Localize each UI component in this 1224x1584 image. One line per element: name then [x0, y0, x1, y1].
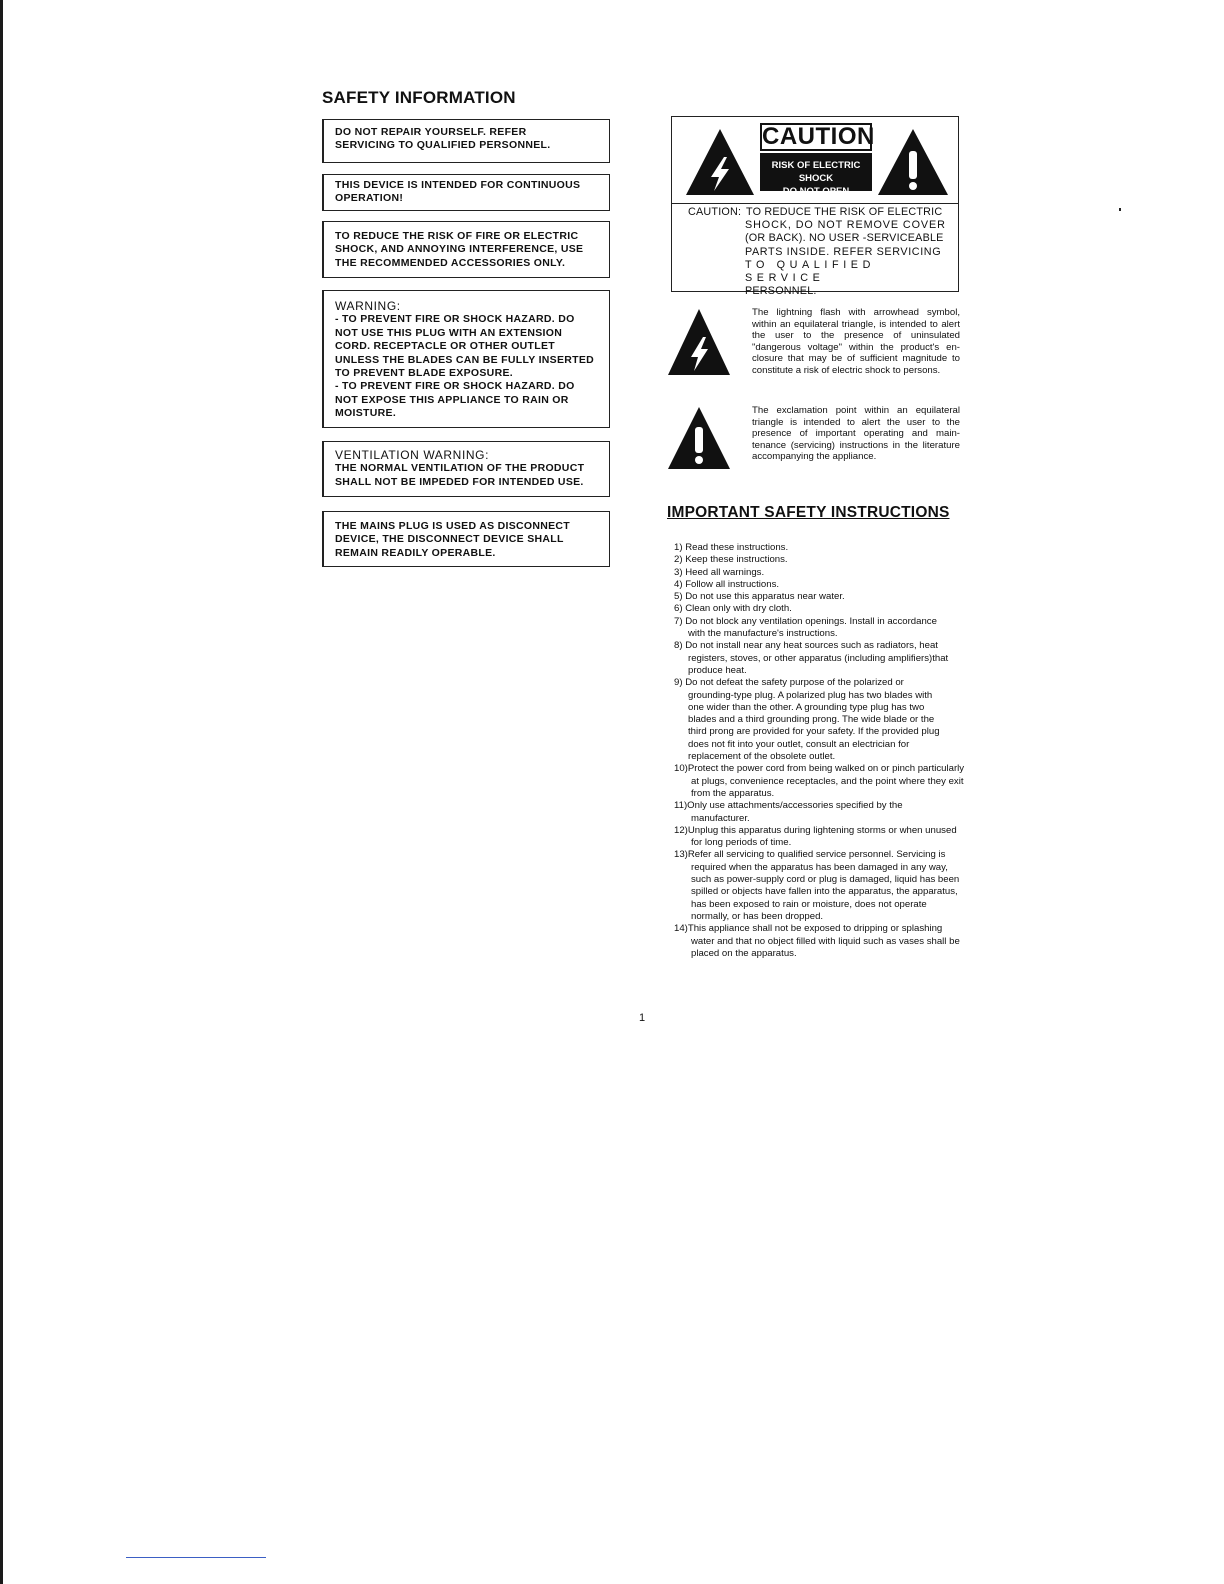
caution-label	[671, 116, 959, 298]
caution-line: PERSONNEL.	[745, 285, 817, 298]
warning-line: TO PREVENT BLADE EXPOSURE.	[335, 367, 513, 380]
warning-heading: WARNING:	[335, 299, 401, 313]
notice-accessories	[322, 221, 610, 278]
warning-line: MOISTURE.	[335, 407, 397, 420]
list-item: 2) Keep these instructions.	[674, 554, 788, 566]
lightning-warning-icon	[684, 127, 756, 197]
list-item: 14)This appliance shall not be exposed to dripping or splashing water and that no object filled with liquid such as vases shall be placed on the apparatus.	[674, 923, 960, 959]
exclamation-symbol-icon	[666, 405, 732, 471]
mains-plug-box	[322, 511, 610, 567]
list-item: 3) Heed all warnings.	[674, 566, 765, 578]
caution-word: CAUTION	[762, 123, 875, 150]
mains-line: REMAIN READILY OPERABLE.	[335, 546, 496, 559]
scan-edge	[0, 0, 3, 1584]
ventilation-line: SHALL NOT BE IMPEDED FOR INTENDED USE.	[335, 475, 584, 488]
list-item: 1) Read these instructions.	[674, 542, 789, 553]
list-item: 7) Do not block any ventilation openings. Install in accordance with the manufacture's instructions.	[674, 615, 937, 640]
warning-box	[322, 290, 610, 428]
notice-line: DO NOT REPAIR YOURSELF. REFER	[335, 126, 527, 138]
warning-line: NOT EXPOSE THIS APPLIANCE TO RAIN OR	[335, 393, 569, 406]
notice-line: SERVICING TO QUALIFIED PERSONNEL.	[335, 139, 551, 152]
list-item: 11)Only use attachments/accessories specified by the manufacturer.	[674, 800, 903, 824]
mains-line: THE MAINS PLUG IS USED AS DISCONNECT	[335, 520, 571, 532]
exclamation-warning-icon	[876, 127, 950, 197]
caution-band-line: RISK OF ELECTRIC SHOCK	[771, 160, 861, 184]
caution-lead: CAUTION:	[688, 206, 742, 218]
bottom-rule	[126, 1557, 266, 1558]
ventilation-line: THE NORMAL VENTILATION OF THE PRODUCT	[335, 462, 585, 475]
caution-band	[760, 153, 872, 197]
list-item: 9) Do not defeat the safety purpose of the polarized or grounding-type plug. A polarized plug has two blades with one wider than the other. A grounding type plug has two blades and a third grounding prong. The wide blade or the third prong are provided for your safety. If the provided plug does not fit into your outlet, consult an electrician for replacement of the obsolete outlet.	[674, 677, 940, 763]
instructions-list	[674, 542, 964, 960]
notice-repair	[322, 119, 610, 163]
notice-line: TO REDUCE THE RISK OF FIRE OR ELECTRIC	[335, 230, 579, 242]
list-item: 12)Unplug this apparatus during lightening storms or when unused for long periods of time.	[674, 824, 957, 849]
caution-line: PARTS INSIDE. REFER SERVICING	[745, 245, 942, 258]
ventilation-warning-box	[322, 441, 610, 497]
left-column	[320, 88, 614, 120]
lightning-symbol-explanation	[666, 307, 962, 397]
list-item: 8) Do not install near any heat sources such as radiators, heat registers, stoves, or other apparatus (including amplifiers)that produce heat.	[674, 640, 949, 676]
notice-line: OPERATION!	[335, 192, 404, 205]
page-title: SAFETY INFORMATION	[322, 88, 516, 107]
mains-line: DEVICE, THE DISCONNECT DEVICE SHALL	[335, 533, 564, 546]
caution-body	[745, 206, 946, 298]
notice-line: SHOCK, AND ANNOYING INTERFERENCE, USE	[335, 243, 584, 256]
page-number: 1	[639, 1012, 646, 1024]
exclamation-symbol-text: The exclamation point within an equilateral triangle is intended to alert the user to the presence of important operating and main-tenance (servicing) instructions in the literature accompanying the appliance.	[752, 405, 960, 463]
caution-line: TO REDUCE THE RISK OF ELECTRIC	[746, 206, 943, 218]
caution-line: TO QUALIFIED SERVICE	[745, 258, 875, 285]
list-item: 13)Refer all servicing to qualified service personnel. Servicing is required when the apparatus has been damaged in any way, such as power-supply cord or plug is damaged, liquid has been spilled or objects have fallen into the apparatus, the apparatus, has been exposed to rain or moisture, does not operate normally, or has been dropped.	[674, 849, 960, 922]
caution-line: SHOCK, DO NOT REMOVE COVER	[745, 219, 946, 232]
caution-label-header	[672, 117, 958, 204]
warning-line: NOT USE THIS PLUG WITH AN EXTENSION	[335, 326, 563, 339]
warning-line: - TO PREVENT FIRE OR SHOCK HAZARD. DO	[335, 380, 575, 393]
list-item: 6) Clean only with dry cloth.	[674, 603, 792, 615]
list-item: 10)Protect the power cord from being walked on or pinch particularly at plugs, convenience receptacles, and the point where they exit from the apparatus.	[674, 763, 965, 799]
notice-continuous	[322, 174, 610, 211]
notice-line: THIS DEVICE IS INTENDED FOR CONTINUOUS	[335, 179, 581, 191]
lightning-symbol-text: The lightning flash with arrowhead symbol, within an equilateral triangle, is intended to alert the user to the presence of uninsulated "dangerous voltage" within the product's en-closure that may be of sufficient magnitude to constitute a risk of electric shock to persons.	[752, 307, 960, 376]
warning-line: CORD. RECEPTACLE OR OTHER OUTLET	[335, 340, 555, 353]
lightning-symbol-icon	[666, 307, 732, 377]
instructions-title: IMPORTANT SAFETY INSTRUCTIONS	[667, 504, 950, 521]
list-item: 4) Follow all instructions.	[674, 578, 780, 590]
scan-speck	[1119, 208, 1121, 211]
ventilation-heading: VENTILATION WARNING:	[335, 448, 490, 462]
caution-statement	[688, 206, 946, 298]
notice-line: THE RECOMMENDED ACCESSORIES ONLY.	[335, 256, 566, 269]
warning-line: - TO PREVENT FIRE OR SHOCK HAZARD. DO	[335, 313, 575, 326]
caution-band-line: DO NOT OPEN	[782, 186, 850, 197]
warning-line: UNLESS THE BLADES CAN BE FULLY INSERTED	[335, 353, 595, 366]
exclamation-symbol-explanation	[666, 405, 962, 475]
list-item: 5) Do not use this apparatus near water.	[674, 591, 845, 603]
caution-line: (OR BACK). NO USER -SERVICEABLE	[745, 232, 944, 245]
